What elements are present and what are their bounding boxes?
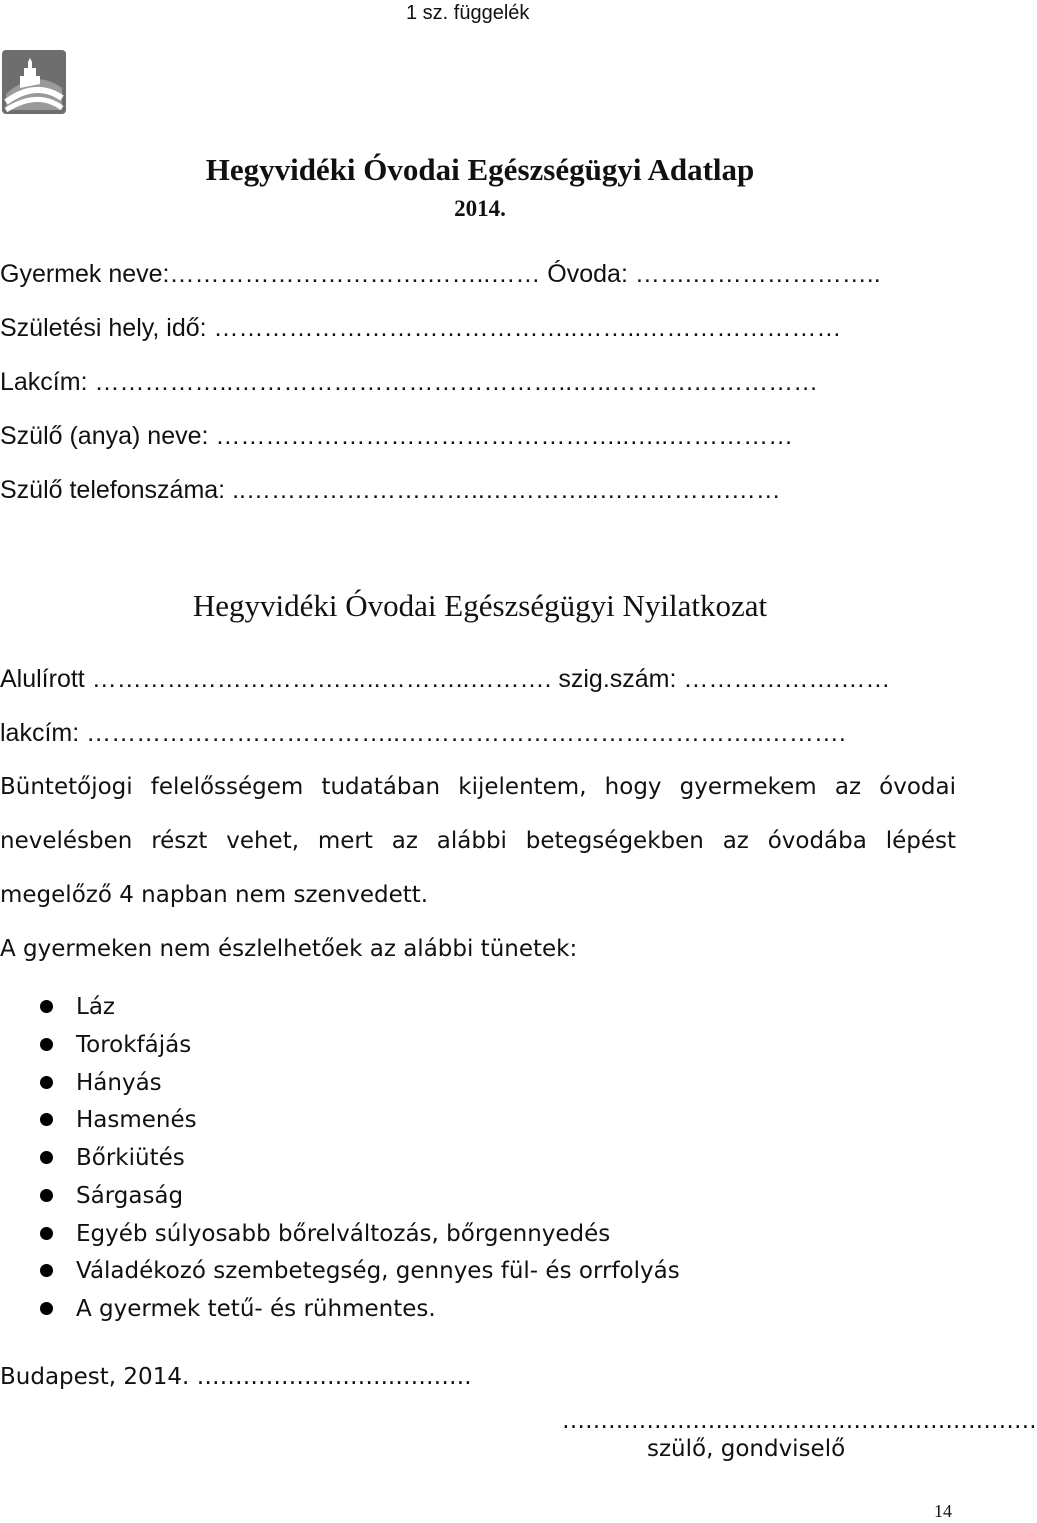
form-title: Hegyvidéki Óvodai Egészségügyi Adatlap <box>205 152 755 187</box>
declaration-address-field[interactable]: lakcím: ………………………………..……………………………………..………. <box>0 719 846 747</box>
parent-name-field[interactable]: Szülő (anya) neve: …………………………………………..…..…………… <box>0 422 794 450</box>
place-date-field[interactable]: Budapest, 2014. ……………………..………. <box>0 1364 472 1390</box>
parent-phone-field[interactable]: Szülő telefonszáma: ..………………………..…………..…………….…… <box>0 476 781 504</box>
list-item: Egyéb súlyosabb bőrelváltozás, bőrgennyedés <box>0 1217 680 1255</box>
list-item: Bőrkiütés <box>0 1141 680 1179</box>
symptoms-intro: A gyermeken nem észlelhetőek az alábbi tünetek: <box>0 936 578 962</box>
list-item: A gyermek tetű- és rühmentes. <box>0 1292 680 1330</box>
appendix-label: 1 sz. függelék <box>406 2 530 24</box>
child-name-field[interactable]: Gyermek neve:………………………….……..…… Óvoda: …….………………….. <box>0 260 881 288</box>
list-item: Torokfájás <box>0 1028 680 1066</box>
church-hill-logo <box>2 50 66 114</box>
list-item: Láz <box>0 990 680 1028</box>
statement-line-3: megelőző 4 napban nem szenvedett. <box>0 882 429 908</box>
logo-graphic <box>2 50 66 114</box>
symptoms-list <box>0 990 680 1330</box>
signature-line[interactable]: …………………………………………….………. <box>562 1408 1037 1434</box>
statement-line-1: Büntetőjogi felelősségem tudatában kijelentem, hogy gyermekem az óvodai <box>0 774 956 800</box>
list-item: Váladékozó szembetegség, gennyes fül- és orrfolyás <box>0 1254 680 1292</box>
page-number: 14 <box>934 1501 952 1521</box>
statement-line-2: nevelésben részt vehet, mert az alábbi betegségekben az óvodába lépést <box>0 828 956 854</box>
undersigned-field[interactable]: Alulírott ……………………………..………..………. szig.szám: ……………….…… <box>0 665 891 693</box>
address-field[interactable]: Lakcím: ……………..…………………………………..…..……….…………… <box>0 368 819 396</box>
declaration-title: Hegyvidéki Óvodai Egészségügyi Nyilatkozat <box>192 588 768 623</box>
signature-label: szülő, gondviselő <box>647 1436 846 1462</box>
list-item: Sárgaság <box>0 1179 680 1217</box>
birth-field[interactable]: Születési hely, idő: ……………………………………..……..…………………… <box>0 314 842 342</box>
form-year: 2014. <box>454 196 506 221</box>
list-item: Hasmenés <box>0 1103 680 1141</box>
list-item: Hányás <box>0 1066 680 1104</box>
